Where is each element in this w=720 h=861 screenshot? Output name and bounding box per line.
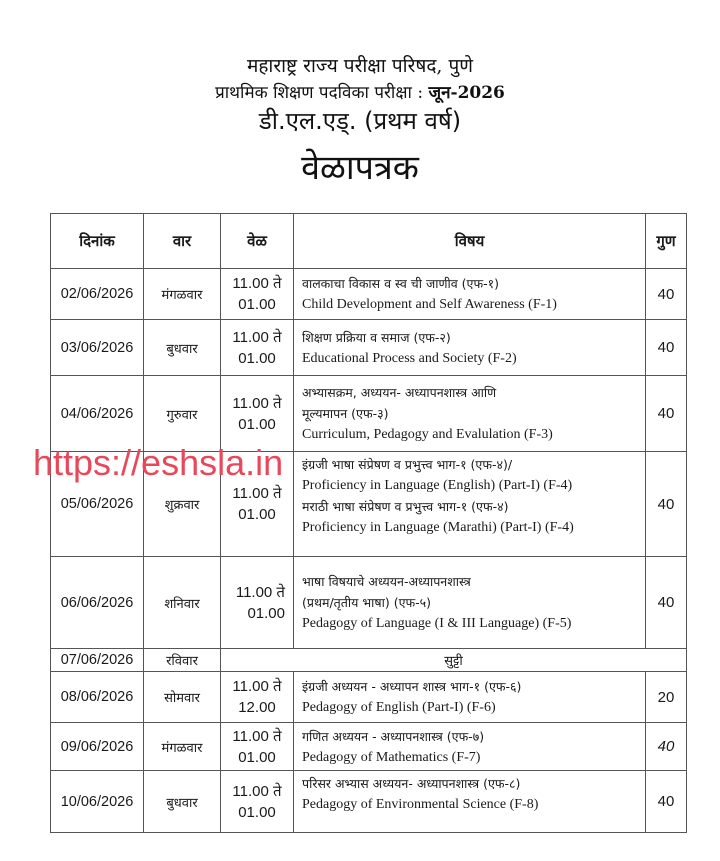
time-cell — [221, 557, 294, 649]
marks-cell: 20 — [646, 672, 687, 723]
subject-english: Pedagogy of Mathematics (F-7) — [302, 749, 481, 765]
table-row — [51, 557, 687, 649]
subject-english: Curriculum, Pedagogy and Evalulation (F-3) — [302, 427, 553, 442]
exam-name-prefix: प्राथमिक शिक्षण पदविका परीक्षा : — [215, 83, 429, 103]
col-header-subject: विषय — [294, 214, 646, 269]
table-row — [51, 723, 687, 771]
subject-marathi-cont: मूल्यमापन (एफ-३) — [302, 406, 389, 421]
marks-cell: 40 — [646, 723, 687, 771]
subject-marathi: परिसर अभ्यास अध्ययन- अध्यापनशास्त्र (एफ-८) — [302, 776, 521, 791]
subject-marathi-english-medium: इंग्रजी भाषा संप्रेषण व प्रभुत्त्व भाग-१ (एफ-४)/ — [302, 457, 513, 472]
day-cell: सोमवार — [144, 672, 221, 723]
time-start: 11.00 ते — [232, 485, 282, 502]
time-cell — [221, 269, 294, 320]
subject-marathi-medium: मराठी भाषा संप्रेषण व प्रभुत्त्व भाग-१ (एफ-४) — [302, 499, 509, 514]
time-start: 11.00 ते — [232, 727, 282, 745]
subject-marathi: इंग्रजी अध्ययन - अध्यापन शास्त्र भाग-१ (एफ-६) — [302, 679, 522, 694]
date-cell: 07/06/2026 — [51, 649, 144, 672]
marks-cell: 40 — [646, 269, 687, 320]
day-cell: गुरुवार — [144, 376, 221, 452]
marks-cell: 40 — [646, 320, 687, 376]
subject-marathi-cont: (प्रथम/तृतीय भाषा) (एफ-५) — [302, 595, 432, 610]
time-start: 11.00 ते — [232, 678, 282, 695]
time-end: 01.00 — [238, 506, 276, 523]
time-end: 01.00 — [238, 296, 276, 313]
table-header-row — [51, 214, 687, 269]
time-cell — [221, 672, 294, 723]
col-header-date: दिनांक — [51, 214, 144, 269]
subject-cell — [294, 771, 646, 833]
subject-english: Pedagogy of Language (I & III Language) (F-5) — [302, 616, 572, 631]
page-title: वेळापत्रक — [301, 148, 419, 188]
marks-cell: 40 — [646, 452, 687, 557]
subject-cell — [294, 452, 646, 557]
subject-marathi: भाषा विषयाचे अध्ययन-अध्यापनशास्त्र — [302, 574, 471, 589]
subject-english: Proficiency in Language (English) (Part-I) (F-4) — [302, 478, 573, 493]
course-name: डी.एल.एड्. (प्रथम वर्ष) — [258, 107, 462, 135]
table-row — [51, 376, 687, 452]
subject-marathi: गणित अध्ययन - अध्यापनशास्त्र (एफ-७) — [302, 728, 485, 744]
timetable — [50, 213, 687, 833]
day-cell: रविवार — [144, 649, 221, 672]
marks-cell: 40 — [646, 376, 687, 452]
time-start: 11.00 ते — [235, 583, 285, 601]
date-cell: 08/06/2026 — [51, 672, 144, 723]
time-end: 12.00 — [238, 699, 276, 716]
date-cell: 09/06/2026 — [51, 723, 144, 771]
col-header-time: वेळ — [221, 214, 294, 269]
day-cell: मंगळवार — [144, 723, 221, 771]
date-cell: 05/06/2026 — [51, 452, 144, 557]
table-row-holiday — [51, 649, 687, 672]
time-end: 01.00 — [238, 748, 276, 766]
day-cell: बुधवार — [144, 320, 221, 376]
table-row — [51, 771, 687, 833]
time-start: 11.00 ते — [232, 275, 282, 292]
col-header-marks: गुण — [646, 214, 687, 269]
time-start: 11.00 ते — [232, 782, 282, 800]
date-cell: 06/06/2026 — [51, 557, 144, 649]
time-end: 01.00 — [238, 349, 276, 367]
date-cell: 03/06/2026 — [51, 320, 144, 376]
day-cell: बुधवार — [144, 771, 221, 833]
time-end: 01.00 — [247, 604, 285, 622]
date-cell: 04/06/2026 — [51, 376, 144, 452]
time-cell — [221, 723, 294, 771]
subject-cell — [294, 269, 646, 320]
watermark-url[interactable]: https://eshsla.in — [33, 442, 284, 483]
marks-cell: 40 — [646, 557, 687, 649]
exam-session: जून-2026 — [428, 83, 505, 103]
date-cell: 02/06/2026 — [51, 269, 144, 320]
table-row — [51, 320, 687, 376]
subject-english: Pedagogy of English (Part-I) (F-6) — [302, 700, 496, 715]
subject-cell — [294, 672, 646, 723]
subject-english-marathi: Proficiency in Language (Marathi) (Part-I) (F-4) — [302, 520, 574, 535]
time-start: 11.00 ते — [232, 328, 282, 346]
time-cell — [221, 771, 294, 833]
holiday-cell: सुट्टी — [221, 649, 687, 672]
subject-marathi: अभ्यासक्रम, अध्ययन- अध्यापनशास्त्र आणि — [302, 385, 497, 400]
table-row — [51, 672, 687, 723]
subject-cell — [294, 320, 646, 376]
table-row — [51, 269, 687, 320]
subject-marathi: वालकाचा विकास व स्व ची जाणीव (एफ-१) — [302, 276, 499, 291]
subject-english: Pedagogy of Environmental Science (F-8) — [302, 797, 539, 812]
time-cell — [221, 376, 294, 452]
time-end: 01.00 — [238, 803, 276, 821]
board-name: महाराष्ट्र राज्य परीक्षा परिषद, पुणे — [246, 55, 474, 77]
subject-english: Child Development and Self Awareness (F-1) — [302, 297, 557, 312]
day-cell: शनिवार — [144, 557, 221, 649]
time-start: 11.00 ते — [232, 394, 282, 412]
day-cell: शुक्रवार — [144, 452, 221, 557]
day-cell: मंगळवार — [144, 269, 221, 320]
date-cell: 10/06/2026 — [51, 771, 144, 833]
subject-cell — [294, 376, 646, 452]
subject-cell — [294, 723, 646, 771]
subject-english: Educational Process and Society (F-2) — [302, 350, 517, 366]
time-cell — [221, 320, 294, 376]
time-end: 01.00 — [238, 415, 276, 433]
subject-marathi: शिक्षण प्रक्रिया व समाज (एफ-२) — [302, 329, 451, 345]
exam-name — [0, 80, 720, 103]
marks-cell: 40 — [646, 771, 687, 833]
col-header-day: वार — [144, 214, 221, 269]
subject-cell — [294, 557, 646, 649]
